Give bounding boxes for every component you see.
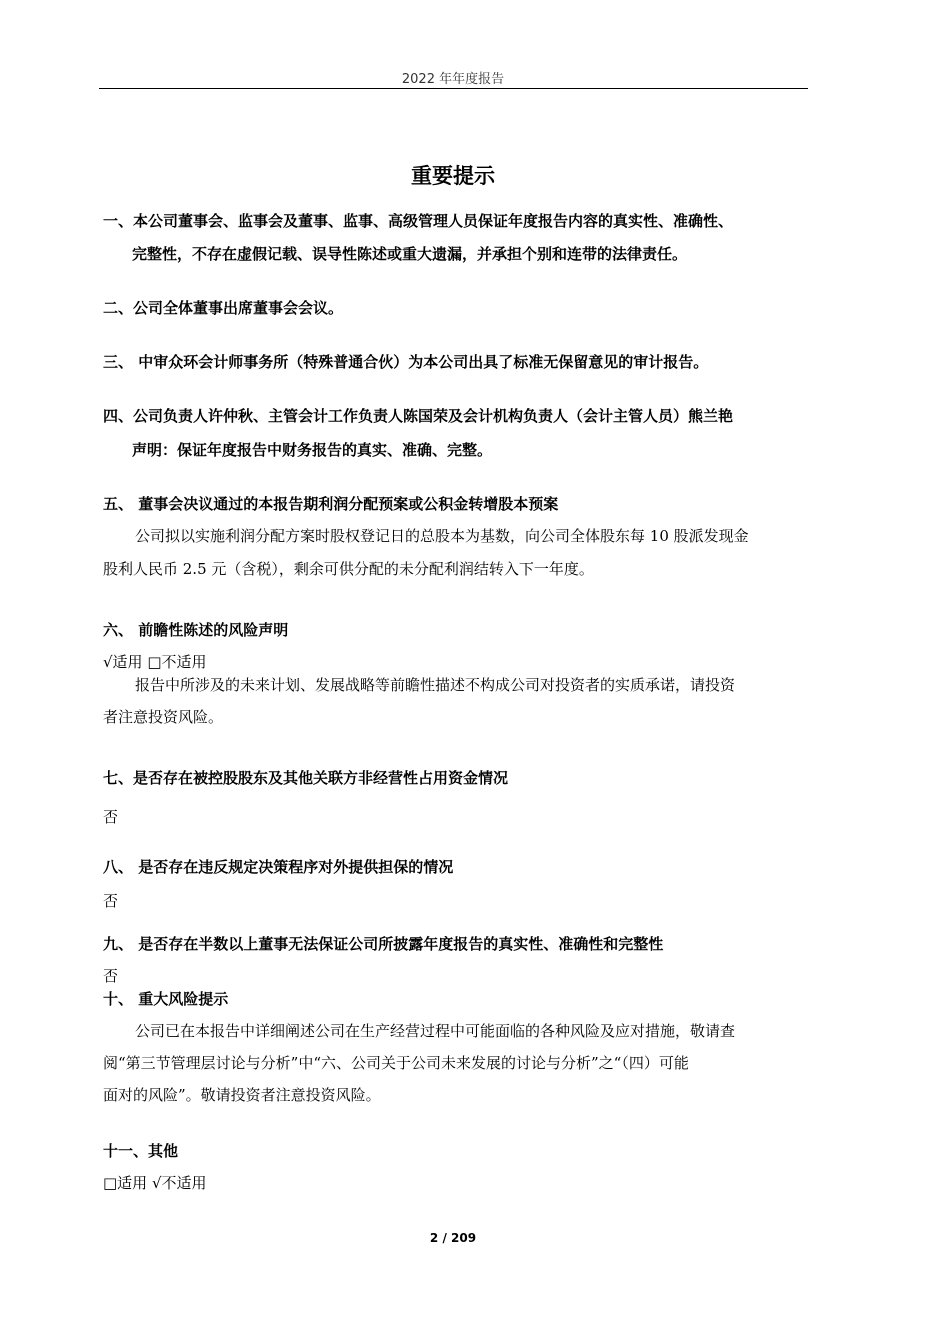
section-4-line-2: 声明：保证年度报告中财务报告的真实、准确、完整。 xyxy=(132,441,493,459)
section-8-heading: 八、 是否存在违反规定决策程序对外提供担保的情况 xyxy=(103,858,454,876)
section-3: 三、 中审众环会计师事务所（特殊普通合伙）为本公司出具了标准无保留意见的审计报告。 xyxy=(103,353,709,371)
page-header-title: 2022 年年度报告 xyxy=(401,72,505,87)
section-5-line-2: 股利人民币 2.5 元（含税），剩余可供分配的未分配利润结转入下一年度。 xyxy=(103,560,594,578)
section-6-line-1: 报告中所涉及的未来计划、发展战略等前瞻性描述不构成公司对投资者的实质承诺，请投资 xyxy=(135,676,736,694)
page-title: 重要提示 xyxy=(411,164,495,188)
section-10-heading: 十、 重大风险提示 xyxy=(103,990,229,1008)
section-5-heading: 五、 董事会决议通过的本报告期利润分配预案或公积金转增股本预案 xyxy=(103,495,559,513)
section-7-heading: 七、是否存在被控股股东及其他关联方非经营性占用资金情况 xyxy=(103,769,509,787)
section-7-answer: 否 xyxy=(103,808,119,826)
section-6-line-2: 者注意投资风险。 xyxy=(103,708,224,726)
section-5-line-1: 公司拟以实施利润分配方案时股权登记日的总股本为基数，向公司全体股东每 10 股派发现金 xyxy=(135,527,749,545)
section-10-line-2: 阅“第三节管理层讨论与分析”中“六、公司关于公司未来发展的讨论与分析”之“（四）可能 xyxy=(103,1054,689,1072)
header-divider xyxy=(99,88,808,89)
section-9-heading: 九、 是否存在半数以上董事无法保证公司所披露年度报告的真实性、准确性和完整性 xyxy=(103,935,664,953)
section-10-line-1: 公司已在本报告中详细阐述公司在生产经营过程中可能面临的各种风险及应对措施，敬请查 xyxy=(135,1022,736,1040)
page-number: 2 / 209 xyxy=(429,1231,477,1245)
section-10-line-3: 面对的风险”。敬请投资者注意投资风险。 xyxy=(103,1086,381,1104)
section-1-line-1: 一、本公司董事会、监事会及董事、监事、高级管理人员保证年度报告内容的真实性、准确性、 xyxy=(103,212,734,230)
section-6-heading: 六、 前瞻性陈述的风险声明 xyxy=(103,621,289,639)
section-1-line-2: 完整性，不存在虚假记载、误导性陈述或重大遗漏，并承担个别和连带的法律责任。 xyxy=(132,245,688,263)
section-9-answer: 否 xyxy=(103,967,119,985)
section-11-applicability: □适用 √不适用 xyxy=(103,1174,207,1192)
section-8-answer: 否 xyxy=(103,892,119,910)
section-4-line-1: 四、公司负责人许仲秋、主管会计工作负责人陈国荣及会计机构负责人（会计主管人员）熊兰艳 xyxy=(103,407,734,425)
section-6-applicability: √适用 □不适用 xyxy=(103,653,207,671)
section-11-heading: 十一、其他 xyxy=(103,1142,179,1160)
section-2: 二、公司全体董事出席董事会会议。 xyxy=(103,299,344,317)
